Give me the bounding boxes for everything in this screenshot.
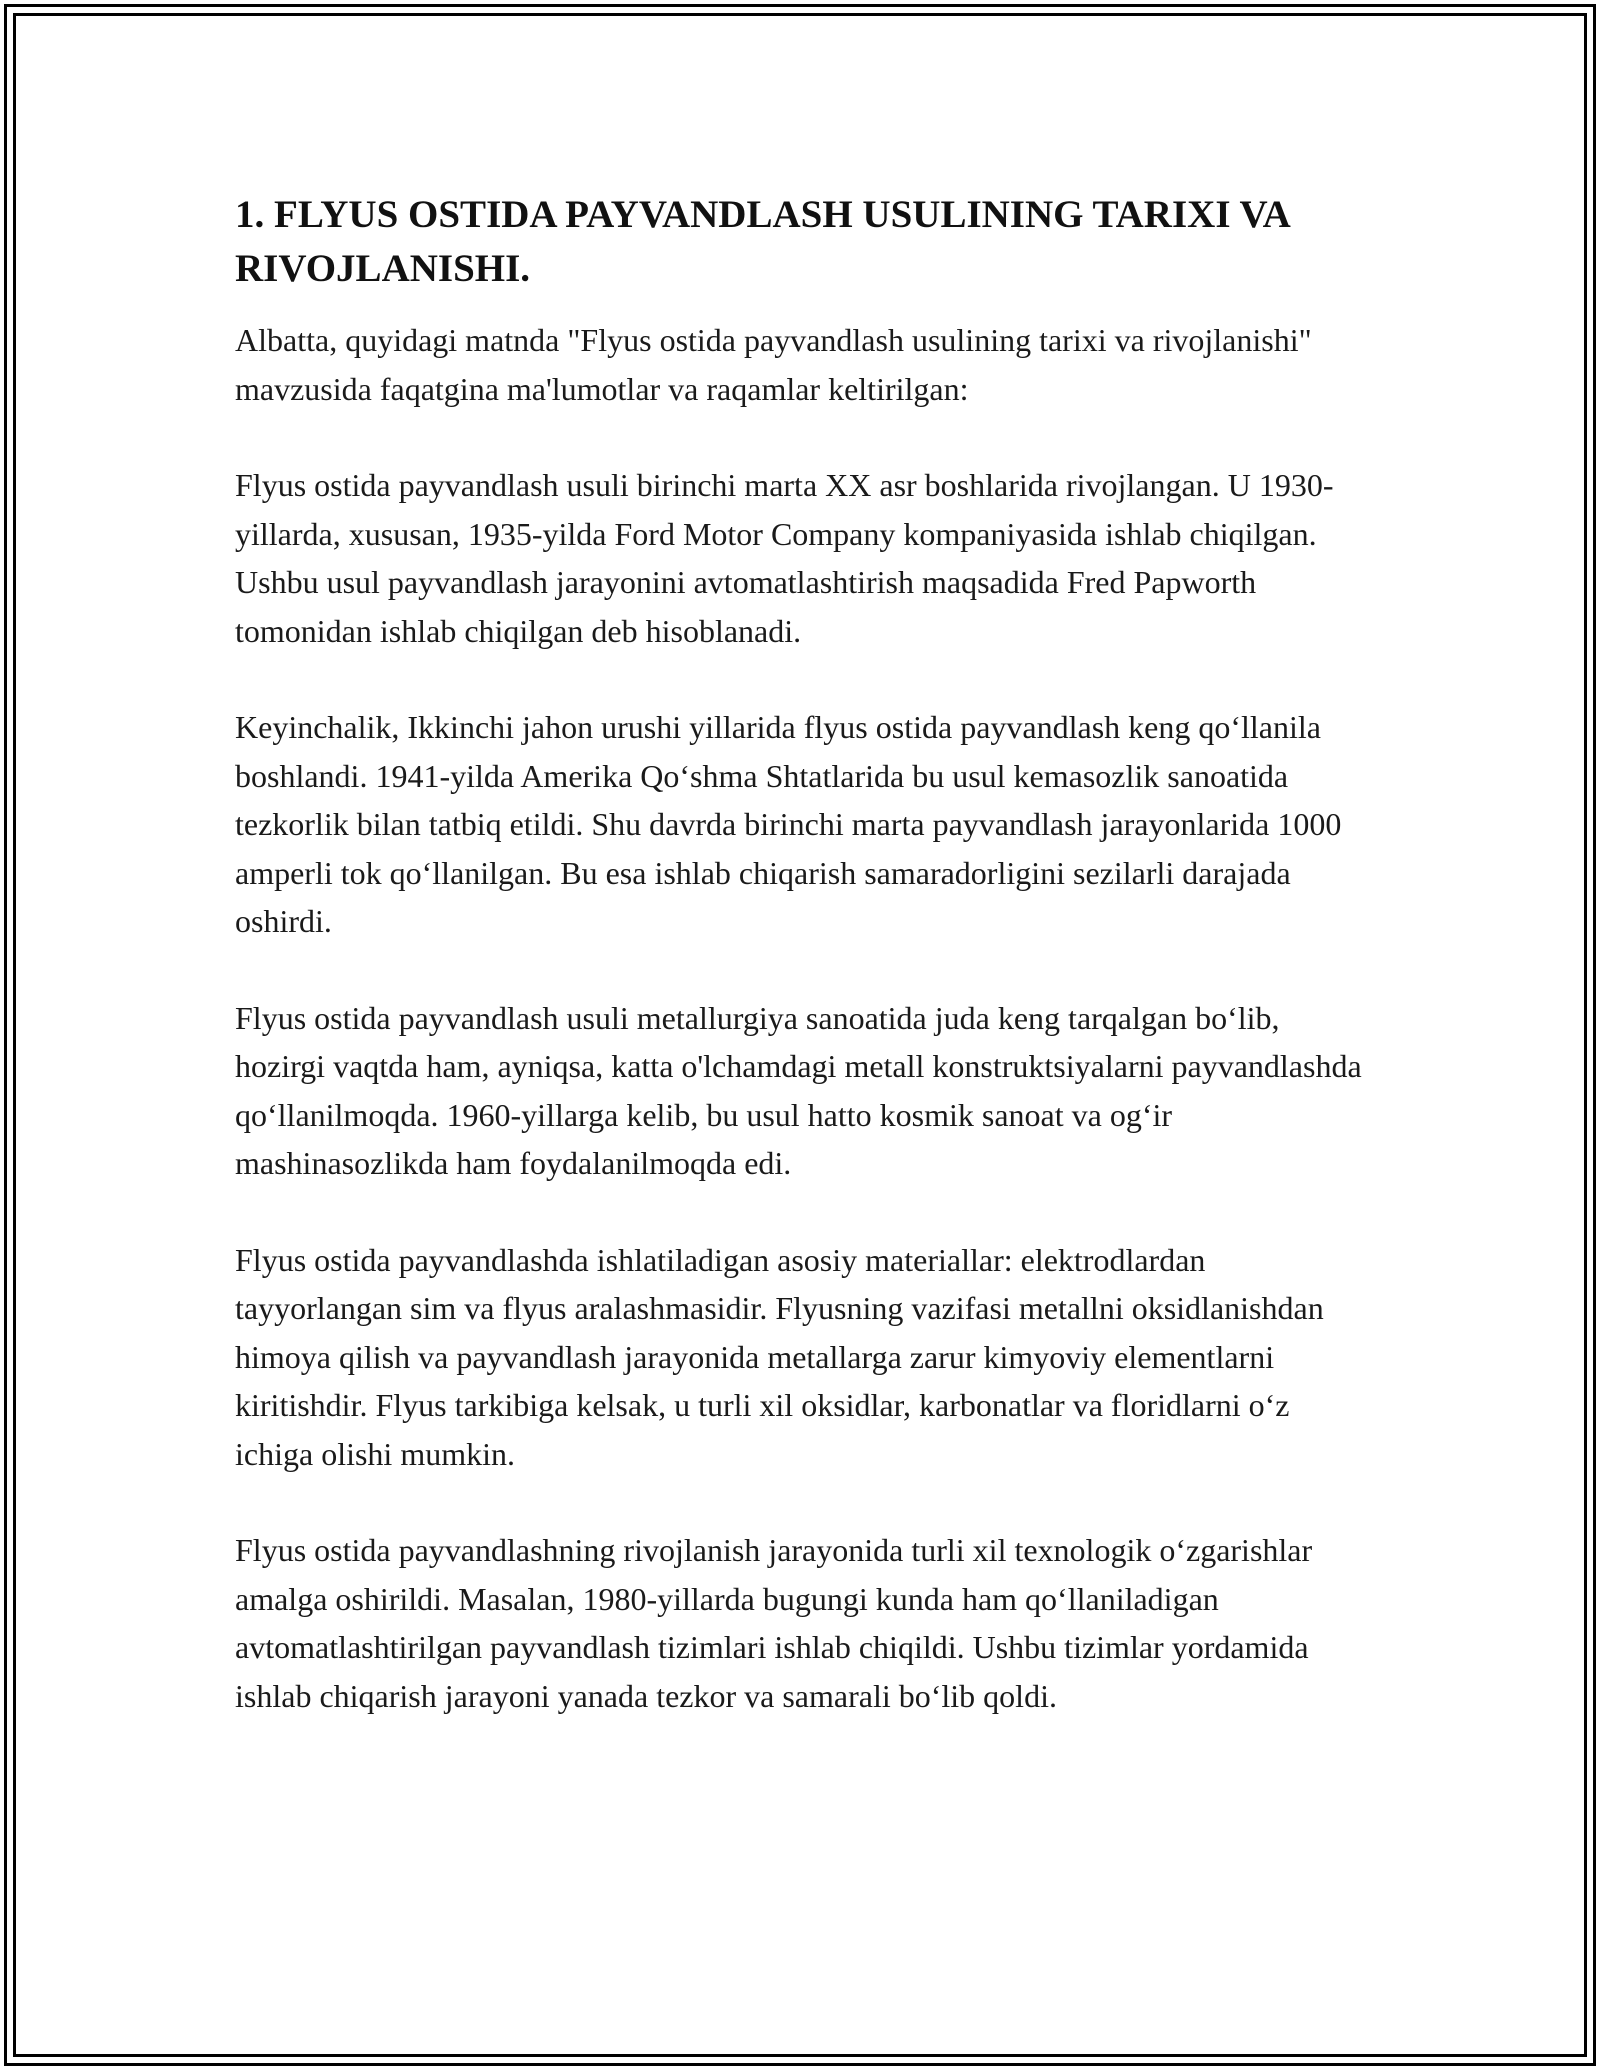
paragraph-intro: Albatta, quyidagi matnda "Flyus ostida payvandlash usulining tarixi va rivojlanishi" mavzusida faqatgina ma'lumotlar va raqamlar keltirilgan: [235,322,1312,407]
paragraph-origin: Flyus ostida payvandlash usuli birinchi marta XX asr boshlarida rivojlangan. U 1930-yillarda, xususan, 1935-yilda Ford Motor Company kompaniyasida ishlab chiqilgan. Ushbu usul payvandlash jarayonini avtomatlashtirish maqsadida Fred Papworth tomonidan ishlab chiqilgan deb hisoblanadi. [235,467,1334,649]
document-title: 1. FLYUS OSTIDA PAYVANDLASH USULINING TARIXI VA RIVOJLANISHI. [235,193,1289,290]
paragraph-metallurgy: Flyus ostida payvandlash usuli metallurgiya sanoatida juda keng tarqalgan bo‘lib, hozirgi vaqtda ham, ayniqsa, katta o'lchamdagi metall konstruktsiyalarni payvandlashda qo‘llanilmoqda. 1960-yillarga kelib, bu usul hatto kosmik sanoat va og‘ir mashinasozlikda ham foydalanilmoqda edi. [235,999,1362,1181]
paragraph-wartime: Keyinchalik, Ikkinchi jahon urushi yillarida flyus ostida payvandlash keng qo‘llanila boshlandi. 1941-yilda Amerika Qo‘shma Shtatlarida bu usul kemasozlik sanoatida tezkorlik bilan tatbiq etildi. Shu davrda birinchi marta payvandlash jarayonlarida 1000 amperli tok qo‘llanilgan. Bu esa ishlab chiqarish samaradorligini sezilarli darajada oshirdi. [235,709,1342,939]
document-body [235,188,1370,1768]
paragraph-materials: Flyus ostida payvandlashda ishlatiladigan asosiy materiallar: elektrodlardan tayyorlangan sim va flyus aralashmasidir. Flyusning vazifasi metallni oksidlanishdan himoya qilish va payvandlash jarayonida metallarga zarur kimyoviy elementlarni kiritishdir. Flyus tarkibiga kelsak, u turli xil oksidlar, karbonatlar va floridlarni o‘z ichiga olishi mumkin. [235,1241,1324,1472]
paragraph-development: Flyus ostida payvandlashning rivojlanish jarayonida turli xil texnologik o‘zgarishlar amalga oshirildi. Masalan, 1980-yillarda bugungi kunda ham qo‘llaniladigan avtomatlashtirilgan payvandlash tizimlari ishlab chiqildi. Ushbu tizimlar yordamida ishlab chiqarish jarayoni yanada tezkor va samarali bo‘lib qoldi. [235,1532,1313,1714]
